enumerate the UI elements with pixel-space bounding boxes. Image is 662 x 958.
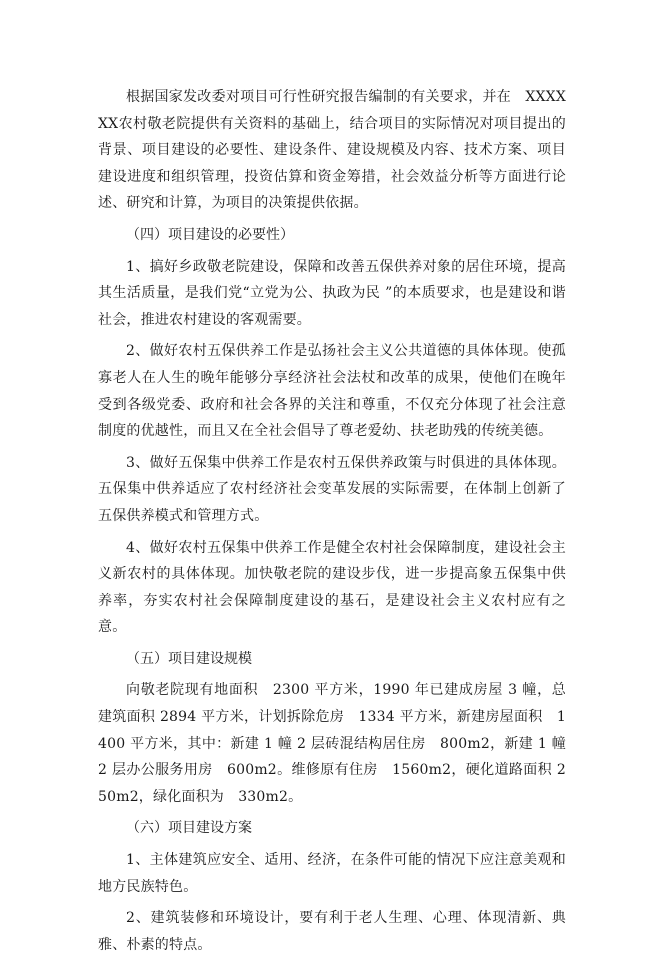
section-4-item-1: 1、搞好乡政敬老院建设，保障和改善五保供养对象的居住环境，提高其生活质量，是我们党“立党为公、执政为民 ”的本质要求，也是建设和谐社会，推进农村建设的客观需要。 [98, 258, 566, 328]
section-4-item-4: 4、做好农村五保集中供养工作是健全农村社会保障制度，建设社会主义新农村的具体体现。加快敬老院的建设步伐，进一步提高象五保集中供养率，夯实农村社会保障制度建设的基石，是建设社会主义农村应有之意。 [98, 539, 566, 636]
section-4-heading: （四）项目建设的必要性） [126, 226, 294, 243]
section-4-item-2: 2、做好农村五保供养工作是弘扬社会主义公共道德的具体体现。使孤寡老人在人生的晚年能够分享经济社会法杖和改革的成果，使他们在晚年受到各级党委、政府和社会各界的关注和尊重，不仅充分体现了社会注意制度的优越性，而且又在全社会倡导了尊老爱幼、扶老助残的传统美德。 [98, 343, 566, 440]
section-5-heading: （五）项目建设规模 [126, 650, 252, 667]
section-6-heading: （六）项目建设方案 [126, 820, 252, 837]
document-body [98, 84, 571, 958]
section-6-item-2: 2、建筑装修和环境设计，要有利于老人生理、心理、体现清新、典雅、朴素的特点。 [98, 910, 566, 953]
section-6-item-1: 1、主体建筑应安全、适用、经济，在条件可能的情况下应注意美观和地方民族特色。 [98, 852, 566, 895]
section-4-item-3: 3、做好五保集中供养工作是农村五保供养政策与时俱进的具体体现。五保集中供养适应了农村经济社会变革发展的实际需要，在体制上创新了五保供养模式和管理方式。 [98, 454, 566, 524]
intro-paragraph: 根据国家发改委对项目可行性研究报告编制的有关要求，并在 XXXXXX农村敬老院提供有关资料的基础上，结合项目的实际情况对项目提出的背景、项目建设的必要性、建设条件、建设规模及内容、技术方案、项目建设进度和组织管理，投资估算和资金筹措，社会效益分析等方面进行论述、研究和计算，为项目的决策提供依据。 [98, 89, 566, 212]
section-5-body: 向敬老院现有地面积 2300 平方米，1990 年已建成房屋 3 幢，总建筑面积 2894 平方米，计划拆除危房 1334 平方米，新建房屋面积 1400 平方米，其中：新建 1 幢 2 层砖混结构居住房 800m2，新建 1 幢 2 层办公服务用房 600m2。维修原有住房 1560m2，硬化道路面积 250m2，绿化面积为 330m2。 [98, 682, 571, 805]
